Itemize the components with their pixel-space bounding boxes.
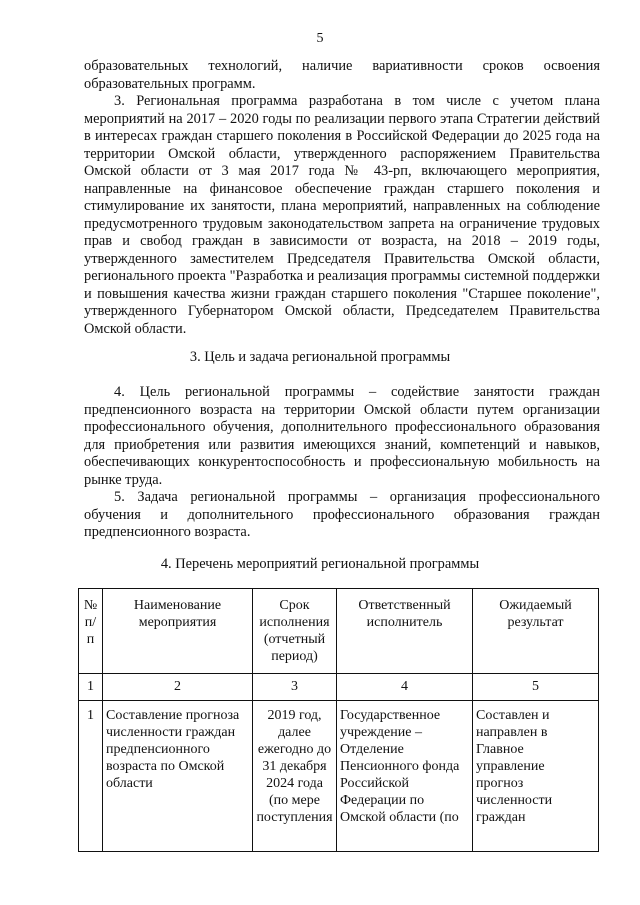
row-period: 2019 год, далее ежегодно до 31 декабря 2024 года (по мере поступления — [253, 701, 337, 852]
row-event-name: Составление прогноза численности граждан предпенсионного возраста по Омской области — [103, 701, 253, 852]
column-number-2: 2 — [103, 674, 253, 701]
header-executor: Ответственный исполнитель — [337, 589, 473, 674]
page-number: 5 — [316, 31, 324, 46]
table-header-row — [79, 589, 599, 674]
column-number-4: 4 — [337, 674, 473, 701]
intro-paragraph: образовательных технологий, наличие вариативности сроков освоения образовательных программ. — [84, 58, 600, 92]
section-4-title: 4. Перечень мероприятий региональной программы — [160, 556, 480, 572]
body-text-top — [84, 58, 600, 338]
column-number-1: 1 — [79, 674, 103, 701]
column-number-3: 3 — [253, 674, 337, 701]
events-table — [78, 588, 599, 852]
section-3-title: 3. Цель и задача региональной программы — [189, 349, 451, 365]
column-number-5: 5 — [473, 674, 599, 701]
header-event-name: Наименование мероприятия — [103, 589, 253, 674]
header-result: Ожидаемый результат — [473, 589, 599, 674]
paragraph-4: 4. Цель региональной программы – содействие занятости граждан предпенсионного возраста на территории Омской области путем организации профессионального обучения, дополнительного профессионального образования для приобретения или развития имеющихся знаний, компетенций и навыков, обеспечивающих конкурентоспособность и профессиональную мобильность на рынке труда. — [84, 384, 600, 488]
table-row — [79, 701, 599, 852]
header-number: № п/п — [79, 589, 103, 674]
table-column-numbers-row — [79, 674, 599, 701]
row-number: 1 — [79, 701, 103, 852]
row-result: Составлен и направлен в Главное управление прогноз численности граждан — [473, 701, 599, 852]
header-period: Срок исполнения (отчетный период) — [253, 589, 337, 674]
row-executor: Государственное учреждение – Отделение Пенсионного фонда Российской Федерации по Омской области (по — [337, 701, 473, 852]
paragraph-5: 5. Задача региональной программы – организация профессионального обучения и дополнительного профессионального образования граждан предпенсионного возраста. — [84, 489, 600, 540]
body-text-goals — [84, 384, 600, 542]
paragraph-3: 3. Региональная программа разработана в том числе с учетом плана мероприятий на 2017 – 2020 годы по реализации первого этапа Стратегии действий в интересах граждан старшего поколения в Российской Федерации до 2025 года на территории Омской области, утвержденного распоряжением Правительства Омской области от 3 мая 2017 года № 43-рп, включающего мероприятия, направленные на финансовое обеспечение граждан старшего поколения и стимулирование их занятости, плана мероприятий, направленных на соблюдение предусмотренного трудовым законодательством запрета на ограничение трудовых прав и свобод граждан в зависимости от возраста, на 2018 – 2019 годы, утвержденного заместителем Председателя Правительства Омской области, регионального проекта "Разработка и реализация программы системной поддержки и повышения качества жизни граждан старшего поколения "Старшее поколение", утвержденного Губернатором Омской области, Председателем Правительства Омской области. — [84, 93, 600, 337]
